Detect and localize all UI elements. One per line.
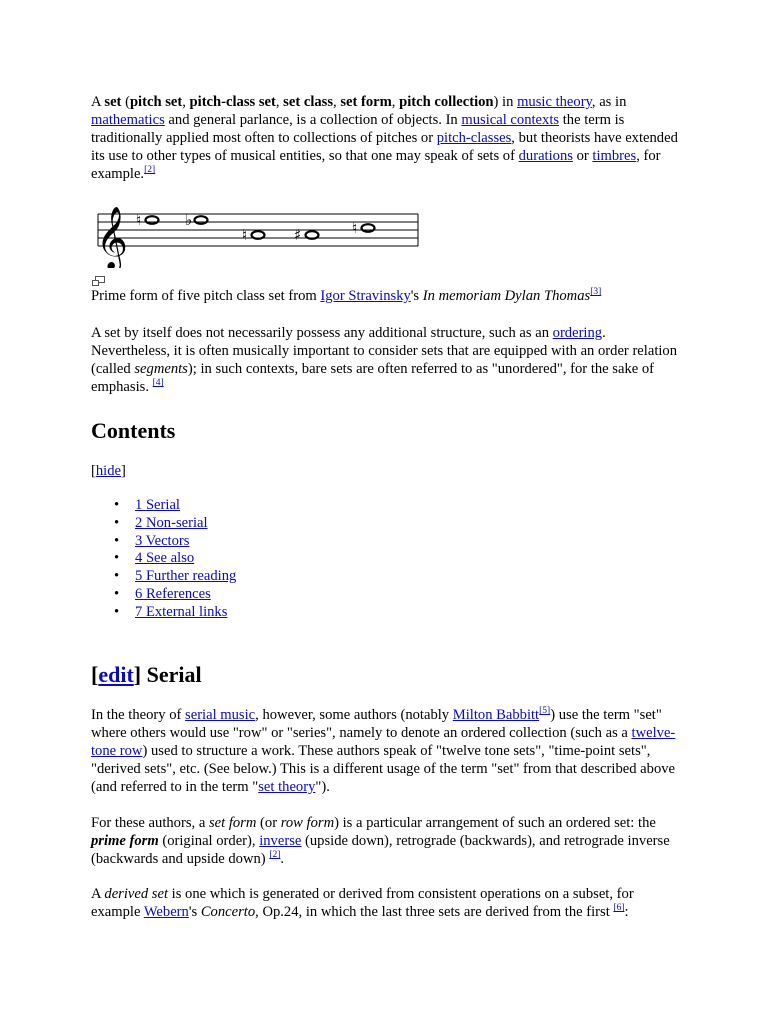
- toc-link-vectors[interactable]: 3 Vectors: [135, 532, 190, 549]
- link-serial-music[interactable]: serial music: [185, 707, 256, 723]
- toc-link-serial[interactable]: 1 Serial: [135, 497, 180, 513]
- ref-4[interactable]: [4]: [152, 378, 164, 388]
- contents-heading: Contents: [91, 418, 176, 443]
- ref-2[interactable]: [2]: [144, 165, 156, 175]
- ref-3[interactable]: [3]: [590, 287, 602, 297]
- toc-item: • 7 External links: [114, 603, 228, 620]
- ref-2b[interactable]: [2]: [269, 850, 281, 860]
- toc-item: • 4 See also: [114, 550, 195, 567]
- magnify-clip-icon[interactable]: [92, 276, 105, 286]
- natural-sign-icon: ♮: [352, 219, 358, 237]
- paragraph-unordered-sets: A set by itself does not necessarily possess any additional structure, such as an ordering. Nevertheless, it is often musically important to consider sets that are equipped with an order relation (called segments); in such contexts, bare sets are often referred to as "unordered", for the sake of emphasis. [4]: [91, 325, 678, 395]
- link-musical-contexts[interactable]: musical contexts: [461, 112, 560, 128]
- toc-item: • 1 Serial: [114, 497, 180, 513]
- link-set-theory[interactable]: set theory: [258, 779, 316, 795]
- music-staff-figure: [92, 200, 420, 268]
- link-igor-stravinsky[interactable]: Igor Stravinsky: [320, 288, 411, 304]
- paragraph-serial: In the theory of serial music, however, some authors (notably Milton Babbitt[5]) use the term "set" where others would use "row" or "series", namely to denote an ordered collection (such as a twelve-tone row) used to structure a work. These authors speak of "twelve tone sets", "time-point sets", "derived sets", etc. (See below.) This is a different usage of the term "set" from that described above (and referred to in the term "set theory").: [91, 706, 676, 795]
- flat-sign-icon: ♭: [185, 211, 193, 229]
- intro-paragraph: A set (pitch set, pitch-class set, set class, set form, pitch collection) in music theory, as in mathematics and general parlance, is a collection of objects. In musical contexts the term is traditionally applied most often to collections of pitches or pitch-classes, but theorists have extended its use to other types of musical entities, so that one may speak of sets of durations or timbres, for example.[2]: [91, 94, 678, 182]
- paragraph-set-form: For these authors, a set form (or row form) is a particular arrangement of such an ordered set: the prime form (original order), inverse (upside down), retrograde (backwards), and retrograde inverse (backwards and upside down) [2].: [91, 815, 670, 867]
- toc-link-see-also[interactable]: 4 See also: [135, 550, 195, 567]
- section-heading-serial: [edit] Serial: [91, 662, 202, 687]
- whole-note: [195, 216, 208, 224]
- figure-caption: Prime form of five pitch class set from Igor Stravinsky's In memoriam Dylan Thomas[3]: [91, 287, 602, 304]
- ref-6[interactable]: [6]: [613, 903, 625, 913]
- table-of-contents: [91, 497, 681, 622]
- link-timbres[interactable]: timbres: [592, 148, 637, 164]
- link-inverse[interactable]: inverse: [259, 833, 302, 849]
- link-pitch-classes[interactable]: pitch-classes: [436, 130, 512, 146]
- ref-5[interactable]: [5]: [539, 706, 551, 716]
- natural-sign-icon: ♮: [136, 211, 142, 229]
- toc-item: • 5 Further reading: [114, 568, 237, 585]
- toc-item: • 6 References: [114, 585, 211, 602]
- link-milton-babbitt[interactable]: Milton Babbitt: [452, 707, 540, 723]
- treble-clef-icon: 𝄞: [96, 206, 128, 268]
- natural-sign-icon: ♮: [242, 226, 248, 244]
- toc-link-references[interactable]: 6 References: [135, 585, 211, 602]
- link-mathematics[interactable]: mathematics: [91, 112, 165, 128]
- link-ordering[interactable]: ordering: [552, 325, 603, 341]
- toc-link-non-serial[interactable]: 2 Non-serial: [135, 514, 208, 531]
- toc-item: • 3 Vectors: [114, 532, 190, 549]
- whole-note: [362, 224, 375, 232]
- hide-toc-link[interactable]: hide: [95, 463, 122, 479]
- whole-note: [146, 216, 159, 224]
- link-durations[interactable]: durations: [518, 148, 573, 164]
- sharp-sign-icon: ♯: [294, 226, 302, 244]
- link-webern[interactable]: Webern: [143, 904, 189, 920]
- toc-link-external-links[interactable]: 7 External links: [135, 603, 228, 620]
- paragraph-derived-set: A derived set is one which is generated or derived from consistent operations on a subset, for example Webern's Concerto, Op.24, in which the last three sets are derived from the first [6]:: [91, 886, 634, 920]
- term-set: set: [104, 94, 122, 110]
- link-twelve-tone-row[interactable]: twelve-tone row: [91, 725, 676, 759]
- toc-link-further-reading[interactable]: 5 Further reading: [135, 568, 237, 585]
- link-music-theory[interactable]: music theory: [517, 94, 592, 110]
- toc-item: • 2 Non-serial: [114, 514, 208, 531]
- contents-toggle: [hide]: [91, 463, 126, 479]
- edit-section-link[interactable]: edit: [98, 662, 134, 687]
